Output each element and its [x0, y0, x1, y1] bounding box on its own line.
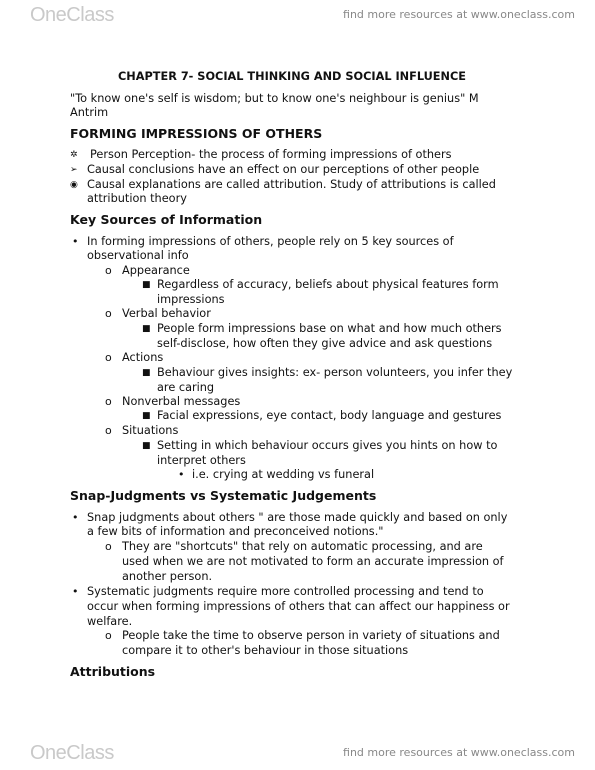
detail-item-continued: impressions	[157, 293, 225, 306]
bullet-square-icon: ■	[142, 280, 151, 290]
quote-line-2: Antrim	[70, 106, 109, 119]
list-item: Causal conclusions have an effect on our perceptions of other people	[87, 163, 480, 176]
sub-item-appearance: Appearance	[122, 264, 190, 277]
heading-attributions: Attributions	[70, 664, 156, 679]
detail-item: Facial expressions, eye contact, body language and gestures	[157, 409, 502, 422]
heading-forming-impressions: FORMING IMPRESSIONS OF OTHERS	[70, 126, 323, 141]
list-item: Person Perception- the process of forming impressions of others	[90, 148, 452, 161]
detail-item-continued: self-disclose, how often they give advice and ask questions	[157, 337, 493, 350]
sub-item-verbal: Verbal behavior	[122, 307, 211, 320]
list-item: In forming impressions of others, people rely on 5 key sources of	[87, 235, 454, 248]
list-item-continued: occur when forming impressions of others that can affect our happiness or	[87, 600, 510, 613]
bullet-circle-icon: o	[105, 424, 112, 437]
detail-item-continued: interpret others	[157, 454, 246, 467]
sub-item-actions: Actions	[122, 351, 164, 364]
detail-item-continued: are caring	[157, 381, 215, 394]
bullet-circle-icon: o	[105, 264, 112, 277]
arrow-bullet-icon: ➢	[70, 165, 78, 175]
detail-item: Behaviour gives insights: ex- person volunteers, you infer they	[157, 366, 513, 379]
bullet-square-icon: ■	[142, 324, 151, 334]
heading-snap-judgments: Snap-Judgments vs Systematic Judgements	[70, 488, 377, 503]
sub-item-continued: another person.	[122, 570, 213, 583]
quote-line-1: "To know one's self is wisdom; but to know one's neighbour is genius" M	[70, 92, 479, 105]
bullet-circle-icon: o	[105, 395, 112, 408]
bullet-square-icon: ■	[142, 441, 151, 451]
header-tagline: find more resources at www.oneclass.com	[343, 8, 575, 21]
list-item-continued: welfare.	[87, 615, 133, 628]
list-item: Causal explanations are called attribution. Study of attributions is called	[87, 178, 496, 191]
bullet-circle-icon: o	[105, 540, 112, 553]
oneclass-logo-bottom: OneClass	[30, 742, 114, 764]
bullet-dot-icon: •	[72, 585, 79, 598]
sub-item-continued: used when we are not motivated to form an accurate impression of	[122, 555, 504, 568]
sub-item-situations: Situations	[122, 424, 179, 437]
list-item: Systematic judgments require more controlled processing and tend to	[87, 585, 484, 598]
bullet-dot-icon: •	[72, 235, 79, 248]
heading-key-sources: Key Sources of Information	[70, 212, 263, 227]
bullet-circle-icon: o	[105, 351, 112, 364]
bullet-circle-icon: o	[105, 307, 112, 320]
bullet-dot-icon: •	[178, 468, 185, 481]
sub-item: People take the time to observe person in variety of situations and	[122, 629, 500, 642]
bullet-square-icon: ■	[142, 411, 151, 421]
chapter-title: CHAPTER 7- SOCIAL THINKING AND SOCIAL INFLUENCE	[118, 70, 466, 83]
sub-item: They are "shortcuts" that rely on automatic processing, and are	[122, 540, 483, 553]
list-item-continued: attribution theory	[87, 192, 187, 205]
star-bullet-icon: ✲	[70, 150, 78, 160]
target-bullet-icon: ◉	[70, 180, 78, 190]
list-item-continued: observational info	[87, 249, 189, 262]
bullet-dot-icon: •	[72, 511, 79, 524]
detail-item: People form impressions base on what and how much others	[157, 322, 502, 335]
oneclass-logo-top: OneClass	[30, 4, 114, 26]
sub-item-continued: compare it to other's behaviour in those situations	[122, 644, 409, 657]
bullet-circle-icon: o	[105, 629, 112, 642]
list-item: Snap judgments about others " are those made quickly and based on only	[87, 511, 508, 524]
footer-tagline: find more resources at www.oneclass.com	[343, 746, 575, 759]
example-item: i.e. crying at wedding vs funeral	[192, 468, 375, 481]
detail-item: Regardless of accuracy, beliefs about physical features form	[157, 278, 499, 291]
bullet-square-icon: ■	[142, 368, 151, 378]
sub-item-nonverbal: Nonverbal messages	[122, 395, 241, 408]
detail-item: Setting in which behaviour occurs gives you hints on how to	[157, 439, 498, 452]
list-item-continued: a few bits of information and preconceived notions."	[87, 525, 384, 538]
